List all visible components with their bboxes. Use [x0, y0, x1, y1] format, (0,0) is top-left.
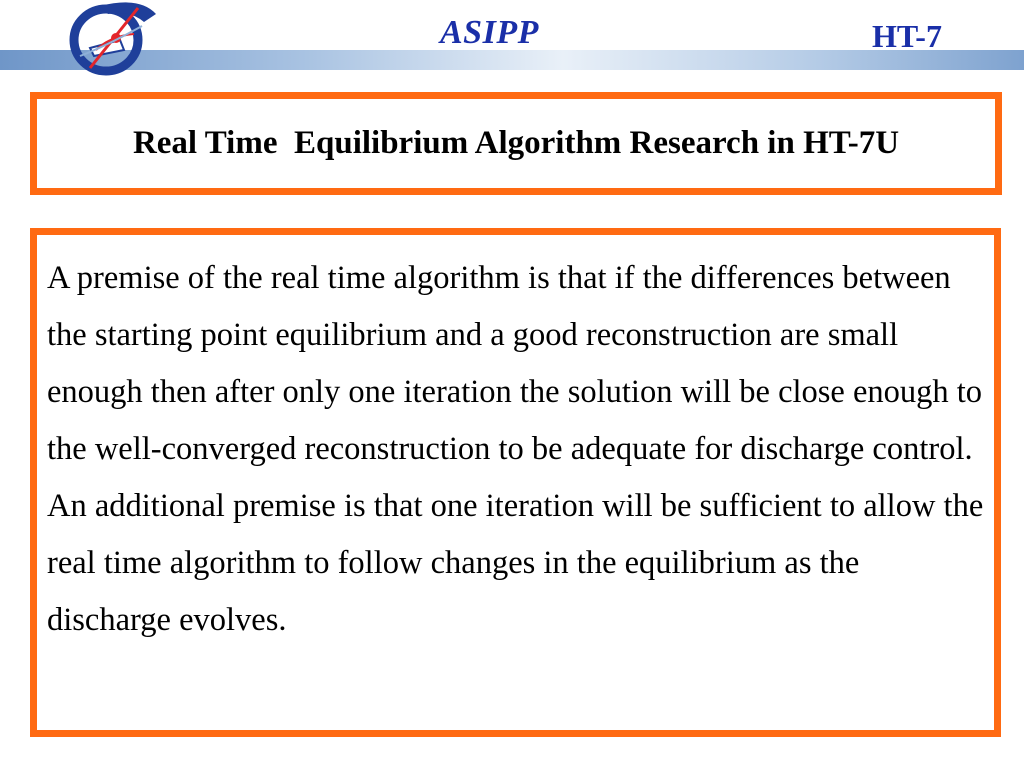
device-name: HT-7 — [872, 18, 942, 54]
institute-logo-icon — [60, 0, 160, 76]
slide-body-frame — [30, 228, 1001, 737]
slide-body-text: A premise of the real time algorithm is that if the differences between the starting point equilibrium and a good reconstruction are small enough then after only one iteration the solution will be close enough to the well-converged reconstruction to be adequate for discharge control. An additional premise is that one iteration will be sufficient to allow the real time algorithm to follow changes in the equilibrium as the discharge evolves. — [47, 260, 984, 638]
slide-title-frame — [30, 92, 1002, 195]
slide-title: Real Time Equilibrium Algorithm Research in HT-7U — [132, 125, 900, 161]
org-name: ASIPP — [440, 14, 539, 51]
